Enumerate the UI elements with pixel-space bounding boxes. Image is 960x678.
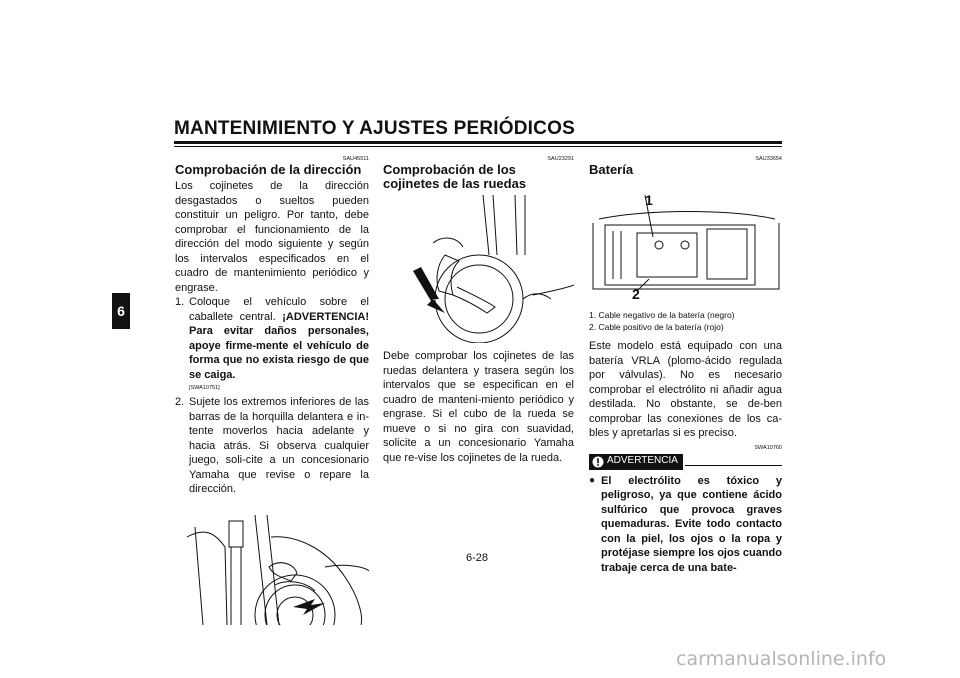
header-rule — [174, 141, 782, 144]
section-code: SAU45511 — [342, 156, 369, 162]
warning-label: ADVERTENCIA — [607, 455, 678, 467]
battery-illustration — [589, 179, 782, 305]
warning-icon — [592, 456, 604, 468]
watermark: carmanualsonline.info — [676, 648, 887, 670]
section-heading: Comprobación de los cojinetes de las ruedas — [383, 162, 527, 191]
battery-paragraph: Este modelo está equipado con una batería VRLA (plomo-ácido regulada por válvulas). No es necesario comprobar el electrólito ni añadir agua destilada. No obstante, se de-ben comprobar las conexiones de los ca-bles y apretarlas si es preciso. — [589, 340, 782, 439]
step-text: Sujete los extremos inferiores de las barras de la horquilla delantera e in-tente moverlos hacia adelante y hacia atrás. Si observa cualquier juego, soli-cite a un concesionario Yamaha que revise o repare la dirección. — [189, 396, 369, 495]
section-heading: Batería — [589, 162, 634, 177]
wheel-bearings-paragraph: Debe comprobar los cojinetes de las ruedas delantera y trasera según los intervalos que se especifican en el cuadro de manteni-miento periódico y engrase. Si el cubo de la rueda se mueve o si no gira con suavidad, solicite a un concesionario Yamaha que re-vise los cojinetes de la rueda. — [383, 350, 574, 464]
warning-code: [SWA10751] — [189, 385, 220, 391]
step-text: Coloque el vehículo sobre el caballete central. — [189, 296, 369, 323]
chapter-tab: 6 — [112, 293, 130, 329]
wheel-bearing-drawing — [383, 195, 574, 343]
section-code: SAU23291 — [547, 156, 574, 162]
step-number: 1. — [175, 296, 185, 308]
step-number: 2. — [175, 396, 185, 408]
section-code: SAU33654 — [755, 156, 782, 162]
warning-code: SWA10760 — [754, 444, 782, 451]
callout-1: 1 — [645, 192, 653, 208]
wheel-illustration — [383, 195, 574, 343]
page-number: 6-28 — [466, 552, 489, 564]
caption-2: 2. Cable positivo de la batería (rojo) — [589, 322, 724, 332]
bullet-icon: ● — [589, 474, 596, 486]
battery-drawing — [589, 179, 782, 305]
warning-text: El electrólito es tóxico y peligroso, ya que contiene ácido sulfúrico que provoca graves quemaduras. Evite todo contacto con la piel, los ojos o la ropa y protéjase siempre los ojos cuando trabaje cerca de una bate- — [601, 474, 782, 574]
steering-section — [175, 155, 369, 629]
fork-illustration — [175, 507, 369, 630]
callout-2: 2 — [632, 286, 640, 302]
section-heading: Comprobación de la dirección — [175, 162, 362, 177]
step-1 — [175, 295, 369, 382]
step-2 — [175, 395, 369, 497]
inline-warning: ¡ADVERTENCIA! Para evitar daños personales, apoye firme-mente el vehículo de forma que no exista riesgo de que se caiga. — [189, 310, 369, 381]
warning-bullet — [589, 474, 782, 576]
header-rule-thin — [174, 146, 782, 147]
battery-section — [589, 155, 782, 575]
page-title: MANTENIMIENTO Y AJUSTES PERIÓDICOS — [174, 118, 575, 139]
motorcycle-fork-drawing — [175, 507, 369, 625]
caption-1: 1. Cable negativo de la batería (negro) — [589, 310, 735, 320]
wheel-bearings-section — [383, 155, 574, 465]
intro-paragraph: Los cojinetes de la dirección desgastados o sueltos pueden constituir un peligro. Por tanto, debe comprobar el funcionamiento de la dirección del modo siguiente y según los intervalos especificados en el cuadro de mantenimiento periódico y engrase. — [175, 180, 369, 294]
warning-banner — [589, 454, 782, 470]
